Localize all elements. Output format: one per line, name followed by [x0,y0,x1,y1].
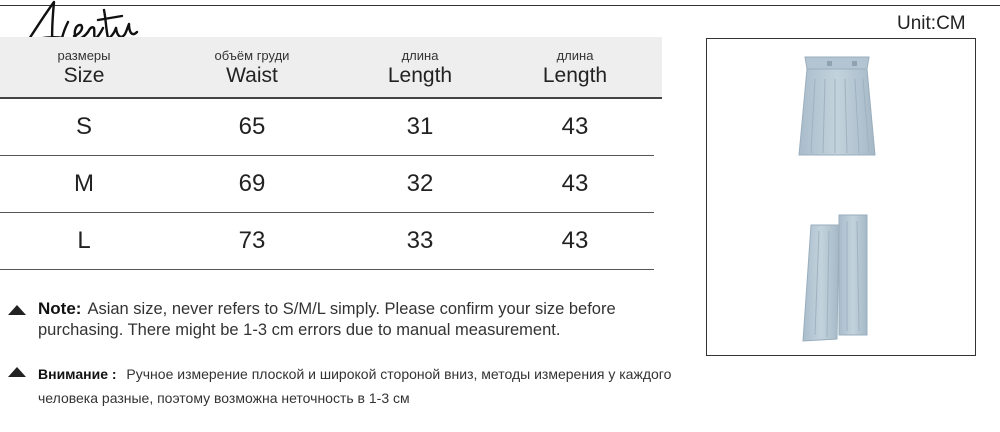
cell-length-1: 31 [406,113,434,140]
cell-length-2: 43 [561,113,589,140]
header-size [0,37,168,97]
header-size-en: Size [63,64,105,87]
cell-length-1: 33 [406,227,434,254]
cell-waist: 69 [238,170,266,197]
note-english [8,298,688,341]
size-chart-table [0,37,662,270]
table-row [0,99,654,156]
cell-length-2: 43 [561,227,589,254]
header-length-1-ru: длина [401,48,439,63]
note-english-label: Note: [38,299,82,318]
header-length-1 [336,37,504,97]
header-waist-en: Waist [226,64,278,87]
cell-size: S [75,113,92,140]
warning-triangle-icon [8,367,26,377]
cell-size: L [77,227,91,254]
table-header [0,37,662,99]
note-english-body: Asian size, never refers to S/M/L simply. Please confirm your size before purchasing. There might be 1-3 cm errors due to manual measurement. [38,300,616,339]
cell-size: M [74,170,94,197]
cell-length-1: 32 [406,170,434,197]
note-english-text [38,298,688,341]
note-russian [8,362,688,410]
header-length-2-ru: длина [556,48,594,63]
header-waist-ru: объём груди [214,48,290,63]
header-waist [168,37,336,97]
skirt-product-image [799,57,875,155]
cell-waist: 65 [238,113,266,140]
leg-warmer-product-image [803,215,867,341]
header-length-2-en: Length [542,64,608,87]
warning-triangle-icon [8,305,26,315]
note-russian-body: Ручное измерение плоской и широкой стороной вниз, методы измерения у каждого человека разные, поэтому возможна неточность в 1-3 см [38,366,672,406]
note-russian-text [38,362,688,410]
table-row [0,213,654,270]
note-russian-label: Внимание : [38,366,117,382]
cell-waist: 73 [238,227,266,254]
unit-label: Unit:CM [897,13,966,34]
header-length-1-en: Length [387,64,453,87]
header-length-2 [504,37,646,97]
cell-length-2: 43 [561,170,589,197]
table-row [0,156,654,213]
header-size-ru: размеры [57,48,111,63]
product-image [707,39,975,355]
product-image-frame [706,38,976,356]
